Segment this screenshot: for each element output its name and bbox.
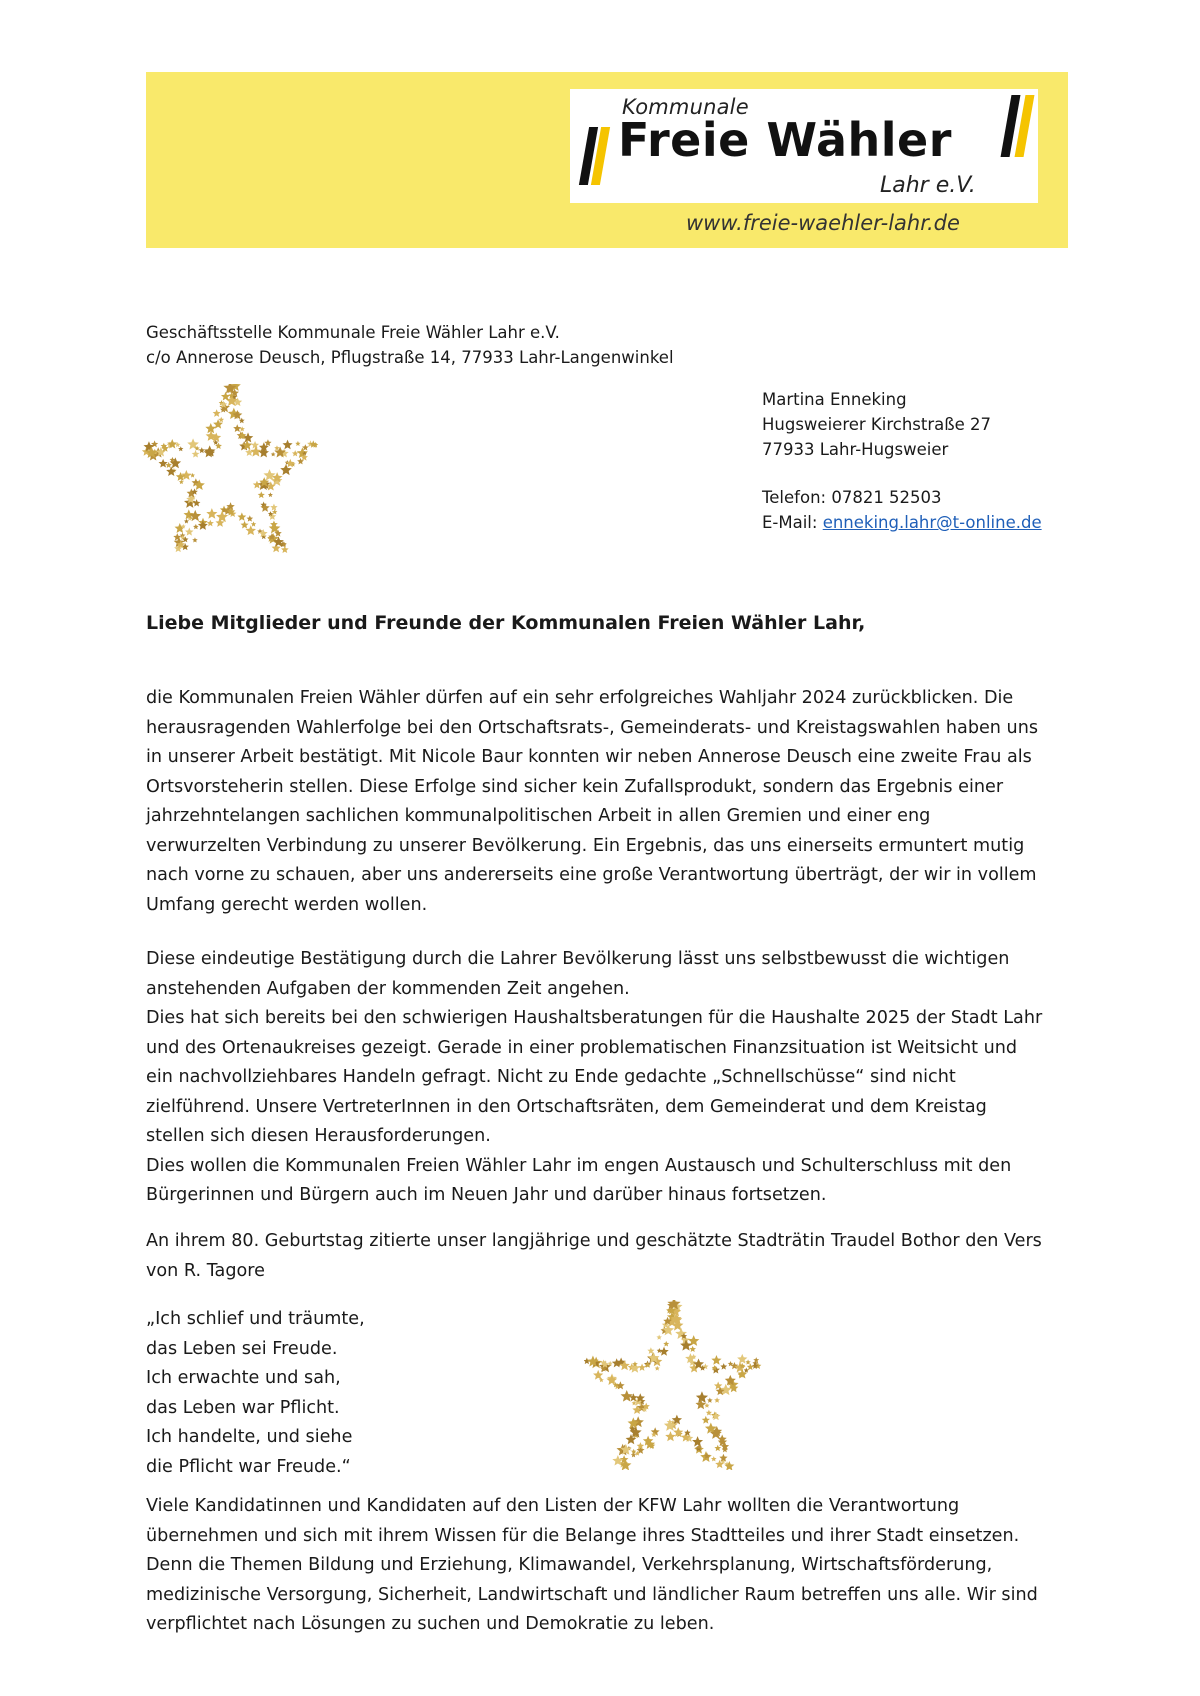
text-line: Ich erwachte und sah, <box>146 1368 341 1388</box>
small-star-icon <box>286 459 295 467</box>
recipient-address <box>762 387 1042 535</box>
small-star-icon <box>251 441 259 449</box>
text-line: in unserer Arbeit bestätigt. Mit Nicole Baur konnten wir neben Annerose Deusch eine zweite Frau als <box>146 747 1032 767</box>
small-star-icon <box>192 537 197 542</box>
greeting: Liebe Mitglieder und Freunde der Kommunalen Freien Wähler Lahr, <box>146 612 866 634</box>
text-line: Ich handelte, und siehe <box>146 1427 353 1447</box>
poem <box>146 1305 1076 1482</box>
small-star-icon <box>240 426 245 431</box>
email-label: E-Mail: <box>762 513 823 532</box>
text-line: „Ich schlief und träumte, <box>146 1309 365 1329</box>
text-line: Denn die Themen Bildung und Erziehung, Klimawandel, Verkehrsplanung, Wirtschaftsförderung, <box>146 1555 993 1575</box>
text-line: verpflichtet nach Lösungen zu suchen und Demokratie zu leben. <box>146 1614 715 1634</box>
text-line: Ortsvorsteherin stellen. Diese Erfolge sind sicher kein Zufallsprodukt, sondern das Ergebnis einer <box>146 776 1004 797</box>
email-link[interactable]: enneking.lahr@t-online.de <box>822 513 1042 532</box>
text-line: das Leben sei Freude. <box>146 1338 338 1359</box>
small-star-icon <box>251 521 256 526</box>
sender-line-1: Geschäftsstelle Kommunale Freie Wähler Lahr e.V. <box>146 323 560 342</box>
text-line: zielführend. Unsere VertreterInnen in den Ortschaftsräten, dem Gemeinderat und dem Kreistag <box>146 1096 987 1117</box>
text-line: und des Ortenaukreises gezeigt. Gerade in einer problematischen Finanzsituation ist Weitsicht und <box>146 1037 1018 1058</box>
small-star-icon <box>189 510 201 521</box>
text-line: anstehenden Aufgaben der kommenden Zeit angehen. <box>146 978 630 999</box>
recipient-phone: Telefon: 07821 52503 <box>762 488 942 507</box>
small-star-icon <box>271 452 276 457</box>
gold-star-icon-top <box>140 384 320 554</box>
small-star-icon <box>281 546 289 553</box>
small-star-icon <box>246 525 256 535</box>
small-star-icon <box>241 521 249 529</box>
small-star-icon <box>190 473 195 478</box>
small-star-icon <box>270 504 277 511</box>
small-star-icon <box>184 519 189 524</box>
text-line: die Pflicht war Freude.“ <box>146 1456 351 1477</box>
text-line: Bürgerinnen und Bürgern auch im Neuen Jahr und darüber hinaus fortsetzen. <box>146 1185 827 1205</box>
small-star-icon <box>282 440 292 450</box>
sender-line-2: c/o Annerose Deusch, Pflugstraße 14, 77933 Lahr-Langenwinkel <box>146 348 674 367</box>
small-star-icon <box>258 491 265 498</box>
text-line: Diese eindeutige Bestätigung durch die Lahrer Bevölkerung lässt uns selbstbewusst die wichtigen <box>146 949 1010 969</box>
logo-main-text: Freie Wähler <box>618 113 952 167</box>
text-line: jahrzehntelangen sachlichen kommunalpolitischen Arbeit in allen Gremien und einer eng <box>146 806 931 826</box>
text-line: das Leben war Pflicht. <box>146 1397 340 1418</box>
text-line: die Kommunalen Freien Wähler dürfen auf ein sehr erfolgreiches Wahljahr 2024 zurückblicken. Die <box>146 688 1014 708</box>
small-star-icon <box>295 441 300 446</box>
text-line: Dies wollen die Kommunalen Freien Wähler Lahr im engen Austausch und Schulterschluss mit den <box>146 1155 1012 1176</box>
text-line: von R. Tagore <box>146 1260 265 1281</box>
text-line: übernehmen und sich mit ihrem Wissen für die Belange ihres Stadtteiles und ihrer Stadt einsetzen. <box>146 1525 1020 1546</box>
paragraph-3 <box>146 1227 1076 1286</box>
small-star-icon <box>233 424 241 432</box>
paragraph-2 <box>146 945 1076 1211</box>
small-star-icon <box>264 439 271 446</box>
text-line: nach vorne zu schauen, aber uns andererseits eine große Verantwortung überträgt, der wir in vollem <box>146 865 1037 885</box>
small-star-icon <box>199 447 205 453</box>
small-star-icon <box>185 528 194 536</box>
paragraph-4 <box>146 1492 1076 1640</box>
recipient-email-line <box>762 510 1042 535</box>
logo <box>570 89 1038 203</box>
logo-sub-text: Lahr e.V. <box>880 173 976 198</box>
small-star-icon <box>268 492 273 497</box>
small-star-icon <box>237 512 246 520</box>
recipient-street: Hugsweierer Kirchstraße 27 <box>762 415 992 434</box>
small-star-icon <box>247 515 254 521</box>
sender-address <box>146 320 674 370</box>
recipient-city: 77933 Lahr-Hugsweier <box>762 440 949 459</box>
small-star-icon <box>292 450 299 456</box>
small-star-icon <box>166 466 176 476</box>
text-line: herausragenden Wahlerfolge bei den Ortschaftsrats-, Gemeinderats- und Kreistagswahlen haben uns <box>146 717 1039 738</box>
text-line: Umfang gerecht werden wollen. <box>146 894 428 915</box>
text-line: An ihrem 80. Geburtstag zitierte unser langjährige und geschätzte Stadträtin Traudel Bothor den Vers <box>146 1231 1042 1251</box>
text-line: stellen sich diesen Herausforderungen. <box>146 1126 491 1146</box>
website-url[interactable]: www.freie-waehler-lahr.de <box>686 211 960 235</box>
small-star-icon <box>176 472 185 481</box>
small-star-icon <box>193 524 199 529</box>
text-line: medizinische Versorgung, Sicherheit, Landwirtschaft und ländlicher Raum betreffen uns alle. Wir sind <box>146 1584 1038 1605</box>
text-line: Viele Kandidatinnen und Kandidaten auf den Listen der KFW Lahr wollten die Verantwortung <box>146 1496 960 1516</box>
small-star-icon <box>218 417 224 422</box>
paragraph-1 <box>146 684 1076 920</box>
small-star-icon <box>159 459 168 468</box>
text-line: Dies hat sich bereits bei den schwierigen Haushaltsberatungen für die Haushalte 2025 der Stadt Lahr <box>146 1008 1043 1028</box>
small-star-icon <box>213 409 221 417</box>
small-star-icon <box>193 499 201 506</box>
text-line: ein nachvollziehbares Handeln gefragt. Nicht zu Ende gedachte „Schnellschüsse“ sind nicht <box>146 1067 956 1087</box>
header-banner <box>146 72 1068 248</box>
small-star-icon <box>178 446 183 451</box>
recipient-name: Martina Enneking <box>762 390 907 409</box>
small-star-icon <box>192 450 200 457</box>
small-star-icon <box>207 520 214 527</box>
logo-top-text: Kommunale <box>622 95 749 119</box>
text-line: verwurzelten Verbindung zu unserer Bevölkerung. Ein Ergebnis, das uns einerseits ermuntert mutig <box>146 835 1025 856</box>
small-star-icon <box>253 481 261 489</box>
small-star-icon <box>206 508 217 519</box>
